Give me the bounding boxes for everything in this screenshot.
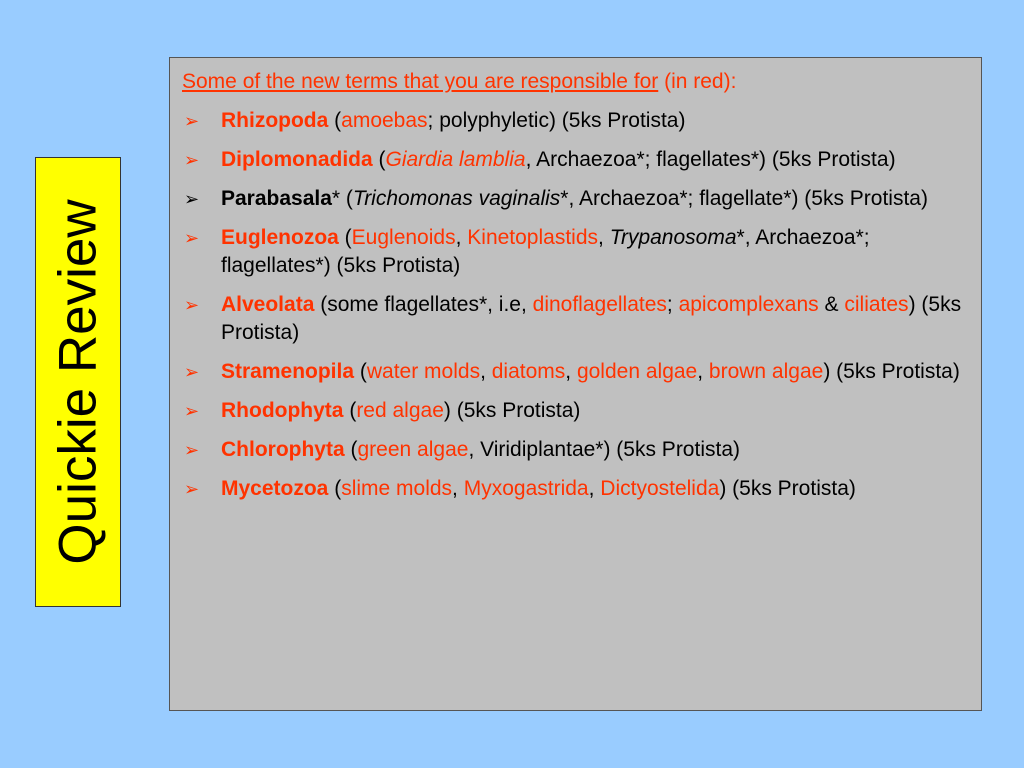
- arrow-bullet-icon: ➢: [184, 295, 200, 315]
- term-name: Parabasala: [221, 187, 332, 210]
- term-text: ;: [666, 293, 679, 316]
- term-text: brown algae: [708, 360, 824, 383]
- term-text: &: [818, 293, 845, 316]
- term-name: Euglenozoa: [221, 226, 339, 249]
- term-text: (: [328, 477, 342, 500]
- term-text: diatoms: [491, 360, 566, 383]
- term-text: apicomplexans: [678, 293, 819, 316]
- term-name: Diplomonadida: [221, 148, 373, 171]
- term-text: ,: [697, 360, 709, 383]
- term-text: Dictyostelida: [600, 477, 720, 500]
- term-text: ) (5ks Protista): [719, 477, 856, 500]
- term-text: ,: [455, 226, 468, 249]
- arrow-bullet-icon: ➢: [184, 362, 200, 382]
- term-text: ) (5ks Protista): [823, 360, 960, 383]
- content-box: [169, 57, 982, 711]
- term-item: [182, 224, 963, 280]
- term-text: ciliates: [844, 293, 909, 316]
- term-text: red algae: [356, 399, 444, 422]
- term-text: (: [338, 226, 352, 249]
- term-text: (: [344, 438, 358, 461]
- term-text: , Viridiplantae*) (5ks Protista): [468, 438, 740, 461]
- term-item: [182, 146, 963, 174]
- term-text: Myxogastrida: [463, 477, 589, 500]
- term-text: amoebas: [341, 109, 428, 132]
- term-text: *, Archaezoa*; flagellate*) (5ks Protista): [560, 187, 928, 210]
- term-item: [182, 107, 963, 135]
- arrow-bullet-icon: ➢: [184, 150, 200, 170]
- arrow-bullet-icon: ➢: [184, 479, 200, 499]
- term-item: [182, 358, 963, 386]
- term-text: (: [328, 109, 342, 132]
- term-item: [182, 475, 963, 503]
- term-text: dinoflagellates: [532, 293, 667, 316]
- heading-underlined: Some of the new terms that you are responsible for: [182, 70, 659, 93]
- term-text: Kinetoplastids: [467, 226, 599, 249]
- term-text: ,: [480, 360, 492, 383]
- term-text: ) (5ks Protista): [443, 399, 581, 422]
- term-item: [182, 185, 963, 213]
- term-text: slime molds: [341, 477, 453, 500]
- term-text: Euglenoids: [351, 226, 456, 249]
- term-text: water molds: [366, 360, 481, 383]
- arrow-bullet-icon: ➢: [184, 228, 200, 248]
- term-name: Chlorophyta: [221, 438, 345, 461]
- term-text: (: [343, 399, 357, 422]
- term-name: Rhodophyta: [221, 399, 344, 422]
- slide-title: Quickie Review: [48, 199, 108, 565]
- arrow-bullet-icon: ➢: [184, 440, 200, 460]
- term-text: *, Archaezoa*; flagellates*) (5ks Protista): [221, 226, 870, 277]
- term-name: Stramenopila: [221, 360, 355, 383]
- term-text: ,: [565, 360, 577, 383]
- term-text: * (: [331, 187, 353, 210]
- term-text: Trypanosoma: [609, 226, 737, 249]
- term-text: ,: [598, 226, 610, 249]
- slide-title-box: [35, 157, 121, 607]
- term-text: (some flagellates*, i.e,: [314, 293, 533, 316]
- term-text: Giardia lamblia: [385, 148, 526, 171]
- arrow-bullet-icon: ➢: [184, 111, 200, 131]
- term-item: [182, 436, 963, 464]
- term-name: Mycetozoa: [221, 477, 329, 500]
- term-text: (: [372, 148, 386, 171]
- term-text: ) (5ks Protista): [221, 293, 962, 344]
- arrow-bullet-icon: ➢: [184, 189, 200, 209]
- term-item: [182, 291, 963, 347]
- arrow-bullet-icon: ➢: [184, 401, 200, 421]
- term-text: (: [354, 360, 367, 383]
- term-text: golden algae: [576, 360, 698, 383]
- term-name: Rhizopoda: [221, 109, 329, 132]
- term-text: Trichomonas vaginalis: [352, 187, 561, 210]
- term-text: ,: [588, 477, 601, 500]
- heading: [182, 68, 963, 96]
- term-list: [182, 107, 963, 503]
- term-name: Alveolata: [221, 293, 315, 316]
- heading-rest: (in red):: [658, 70, 737, 93]
- term-text: ,: [452, 477, 464, 500]
- term-text: , Archaezoa*; flagellates*) (5ks Protista): [525, 148, 896, 171]
- term-text: ; polyphyletic) (5ks Protista): [427, 109, 686, 132]
- term-item: [182, 397, 963, 425]
- term-text: green algae: [357, 438, 469, 461]
